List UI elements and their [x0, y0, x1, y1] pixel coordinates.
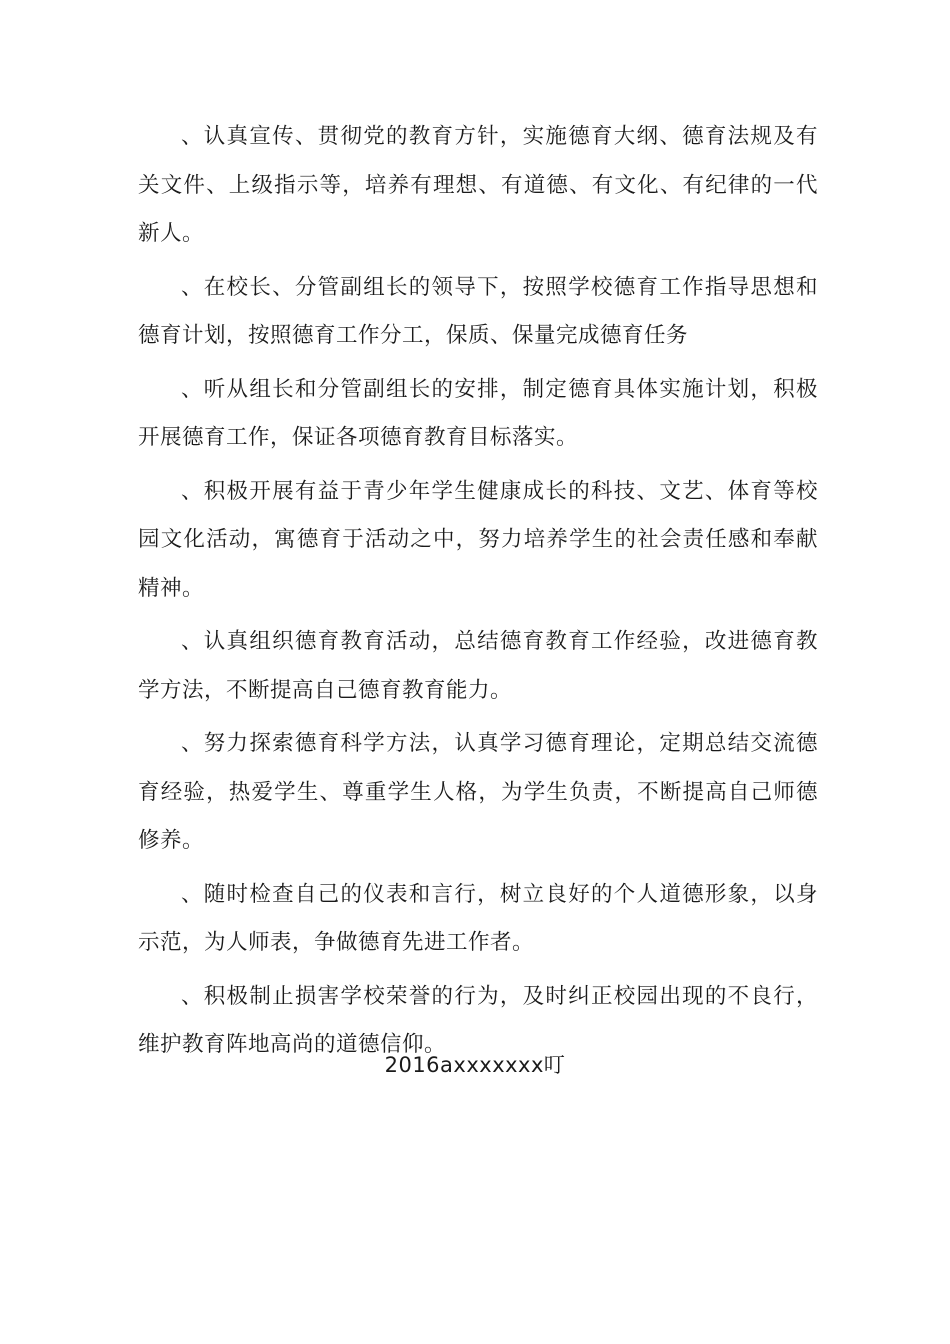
paragraph-2: 、在校长、分管副组长的领导下，按照学校德育工作指导思想和德育计划，按照德育工作分工，保质、保量完成德育任务 [138, 274, 818, 348]
paragraph-5: 、认真组织德育教育活动，总结德育教育工作经验，改进德育教学方法，不断提高自己德育教育能力。 [138, 629, 818, 703]
paragraph-1: 、认真宣传、贯彻党的教育方针，实施德育大纲、德育法规及有关文件、上级指示等，培养有理想、有道德、有文化、有纪律的一代新人。 [138, 124, 818, 246]
paragraph-3: 、听从组长和分管副组长的安排，制定德育具体实施计划，积极开展德育工作，保证各项德育教育目标落实。 [138, 376, 818, 450]
paragraph-4: 、积极开展有益于青少年学生健康成长的科技、文艺、体育等校园文化活动，寓德育于活动之中，努力培养学生的社会责任感和奉献精神。 [138, 478, 818, 601]
paragraph-6: 、努力探索德育科学方法，认真学习德育理论，定期总结交流德育经验，热爱学生、尊重学生人格，为学生负责，不断提高自己师德修养。 [138, 731, 818, 853]
document-body [138, 113, 818, 1075]
document-footer: 2016axxxxxxx叮 [384, 1053, 566, 1077]
paragraph-8: 、积极制止损害学校荣誉的行为，及时纠正校园出现的不良行，维护教育阵地高尚的道德信仰。 [138, 983, 818, 1057]
paragraph-7: 、随时检查自己的仪表和言行，树立良好的个人道德形象，以身示范，为人师表，争做德育先进工作者。 [138, 881, 818, 955]
